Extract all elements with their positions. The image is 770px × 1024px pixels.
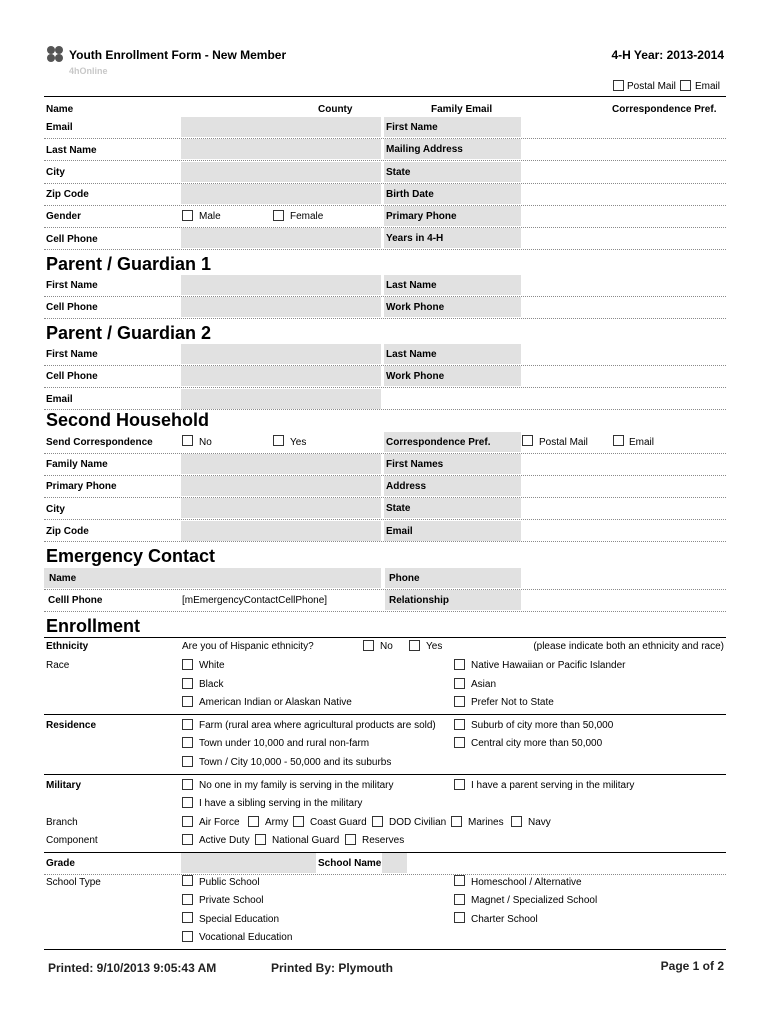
first-name-label: First Name xyxy=(384,117,521,137)
household-email-checkbox[interactable] xyxy=(613,435,624,446)
no-label: No xyxy=(199,437,212,448)
cell-phone-label: Cell Phone xyxy=(46,234,98,245)
row-separator xyxy=(44,611,726,612)
school-charter-label: Charter School xyxy=(471,914,538,925)
parent1-last-name-label: Last Name xyxy=(384,275,521,295)
military-sibling-label: I have a sibling serving in the military xyxy=(199,798,363,809)
row-separator xyxy=(44,249,726,250)
component-active-checkbox[interactable] xyxy=(182,834,193,845)
year-label: 4-H Year: 2013-2014 xyxy=(611,48,724,62)
race-white-checkbox[interactable] xyxy=(182,659,193,670)
household-heading: Second Household xyxy=(46,410,210,430)
send-correspondence-no-checkbox[interactable] xyxy=(182,435,193,446)
school-public-checkbox[interactable] xyxy=(182,875,193,886)
military-parent-label: I have a parent serving in the military xyxy=(471,780,635,791)
grade-label: Grade xyxy=(46,858,75,869)
emergency-name-label: Name xyxy=(44,568,381,588)
ethnicity-label: Ethnicity xyxy=(46,641,89,652)
family-email-label: Family Email xyxy=(431,104,493,115)
last-name-label: Last Name xyxy=(46,145,97,156)
parent2-email-field[interactable] xyxy=(181,389,381,409)
email-label: Email xyxy=(695,81,721,92)
residence-farm-checkbox[interactable] xyxy=(182,719,193,730)
email-label: Email xyxy=(46,122,73,133)
parent2-first-name-label: First Name xyxy=(46,349,98,360)
race-prefer-not-label: Prefer Not to State xyxy=(471,697,554,708)
female-checkbox[interactable] xyxy=(273,210,284,221)
military-none-label: No one in my family is serving in the military xyxy=(199,780,394,791)
email-checkbox[interactable] xyxy=(680,80,691,91)
male-label: Male xyxy=(199,211,221,222)
residence-central-checkbox[interactable] xyxy=(454,737,465,748)
branch-coast-guard-checkbox[interactable] xyxy=(293,816,304,827)
divider xyxy=(44,637,726,638)
emergency-phone-label: Phone xyxy=(385,568,521,588)
race-asian-checkbox[interactable] xyxy=(454,678,465,689)
residence-suburb-checkbox[interactable] xyxy=(454,719,465,730)
branch-army-checkbox[interactable] xyxy=(248,816,259,827)
military-label: Military xyxy=(46,780,82,791)
household-zip-code-label: Zip Code xyxy=(46,526,89,537)
branch-dod-label: DOD Civilian xyxy=(389,817,447,828)
state-label: State xyxy=(384,162,521,182)
household-postal-mail-checkbox[interactable] xyxy=(522,435,533,446)
school-vocational-checkbox[interactable] xyxy=(182,931,193,942)
parent2-work-phone-label: Work Phone xyxy=(384,366,521,386)
component-active-label: Active Duty xyxy=(199,835,250,846)
race-prefer-not-checkbox[interactable] xyxy=(454,696,465,707)
household-primary-phone-label: Primary Phone xyxy=(46,481,117,492)
send-correspondence-yes-checkbox[interactable] xyxy=(273,435,284,446)
hispanic-no-label: No xyxy=(380,641,393,652)
postal-mail-label: Postal Mail xyxy=(627,81,676,92)
parent2-email-label: Email xyxy=(46,394,73,405)
row-separator xyxy=(44,519,726,520)
correspondence-pref-label: Correspondence Pref. xyxy=(612,104,717,115)
branch-dod-checkbox[interactable] xyxy=(372,816,383,827)
race-american-indian-label: American Indian or Alaskan Native xyxy=(199,697,352,708)
hispanic-question: Are you of Hispanic ethnicity? xyxy=(182,641,314,652)
birth-date-label: Birth Date xyxy=(384,184,521,204)
cell-phone-field[interactable] xyxy=(181,228,381,248)
race-white-label: White xyxy=(199,660,225,671)
residence-central-label: Central city more than 50,000 xyxy=(471,738,603,749)
branch-navy-label: Navy xyxy=(528,817,551,828)
email-option-label: Email xyxy=(629,437,655,448)
emergency-cell-phone-value[interactable]: [mEmergencyContactCellPhone] xyxy=(182,595,328,606)
school-vocational-label: Vocational Education xyxy=(199,932,293,943)
grade-field[interactable] xyxy=(181,853,316,873)
household-state-label: State xyxy=(384,498,521,518)
military-sibling-checkbox[interactable] xyxy=(182,797,193,808)
hispanic-no-checkbox[interactable] xyxy=(363,640,374,651)
residence-town-city-checkbox[interactable] xyxy=(182,756,193,767)
branch-label: Branch xyxy=(46,817,78,828)
row-separator xyxy=(44,318,726,319)
hispanic-yes-label: Yes xyxy=(426,641,443,652)
gender-label: Gender xyxy=(46,211,82,222)
race-black-checkbox[interactable] xyxy=(182,678,193,689)
family-name-field[interactable] xyxy=(181,454,381,474)
hispanic-yes-checkbox[interactable] xyxy=(409,640,420,651)
last-name-field[interactable] xyxy=(181,139,381,159)
race-asian-label: Asian xyxy=(471,679,497,690)
enrollment-heading: Enrollment xyxy=(46,616,141,636)
residence-town-city-label: Town / City 10,000 - 50,000 and its suburbs xyxy=(199,757,392,768)
male-checkbox[interactable] xyxy=(182,210,193,221)
row-separator xyxy=(44,160,726,161)
race-american-indian-checkbox[interactable] xyxy=(182,696,193,707)
printed-by: Printed By: Plymouth xyxy=(271,961,394,975)
email-field[interactable] xyxy=(181,117,381,137)
residence-label: Residence xyxy=(46,720,97,731)
parent1-first-name-label: First Name xyxy=(46,280,98,291)
school-private-label: Private School xyxy=(199,895,264,906)
branch-army-label: Army xyxy=(265,817,289,828)
parent1-cell-phone-field[interactable] xyxy=(181,297,381,317)
county-label: County xyxy=(318,104,353,115)
branch-navy-checkbox[interactable] xyxy=(511,816,522,827)
send-correspondence-label: Send Correspondence xyxy=(46,437,153,448)
female-label: Female xyxy=(290,211,324,222)
relationship-label: Relationship xyxy=(385,590,521,610)
household-address-label: Address xyxy=(384,476,521,496)
yes-label: Yes xyxy=(290,437,307,448)
parent2-heading: Parent / Guardian 2 xyxy=(46,323,212,343)
clover-icon xyxy=(46,45,64,63)
branch-air-force-checkbox[interactable] xyxy=(182,816,193,827)
years-in-4h-label: Years in 4-H xyxy=(384,228,521,248)
branch-coast-guard-label: Coast Guard xyxy=(310,817,367,828)
school-charter-checkbox[interactable] xyxy=(454,912,465,923)
household-zip-code-field[interactable] xyxy=(181,521,381,541)
parent1-first-name-field[interactable] xyxy=(181,275,381,295)
race-label: Race xyxy=(46,660,70,671)
household-city-field[interactable] xyxy=(181,498,381,518)
race-black-label: Black xyxy=(199,679,224,690)
divider xyxy=(44,714,726,715)
school-special-label: Special Education xyxy=(199,914,280,925)
residence-farm-label: Farm (rural area where agricultural products are sold) xyxy=(199,720,436,731)
emergency-cell-phone-label: Celll Phone xyxy=(48,595,103,606)
residence-town-rural-checkbox[interactable] xyxy=(182,737,193,748)
form-subtitle: 4hOnline xyxy=(69,66,108,76)
household-primary-phone-field[interactable] xyxy=(181,476,381,496)
school-type-label: School Type xyxy=(46,877,101,888)
school-magnet-checkbox[interactable] xyxy=(454,894,465,905)
parent2-first-name-field[interactable] xyxy=(181,344,381,364)
school-name-label: School Name xyxy=(318,858,382,869)
school-private-checkbox[interactable] xyxy=(182,894,193,905)
school-special-checkbox[interactable] xyxy=(182,912,193,923)
postal-mail-checkbox[interactable] xyxy=(613,80,624,91)
military-none-checkbox[interactable] xyxy=(182,779,193,790)
component-reserves-checkbox[interactable] xyxy=(345,834,356,845)
school-public-label: Public School xyxy=(199,877,260,888)
family-name-label: Family Name xyxy=(46,459,108,470)
name-label: Name xyxy=(46,104,74,115)
component-reserves-label: Reserves xyxy=(362,835,405,846)
primary-phone-label: Primary Phone xyxy=(384,206,521,226)
row-separator xyxy=(44,387,726,388)
parent2-last-name-label: Last Name xyxy=(384,344,521,364)
household-correspondence-pref-label: Correspondence Pref. xyxy=(384,432,521,452)
school-magnet-label: Magnet / Specialized School xyxy=(471,895,598,906)
school-homeschool-label: Homeschool / Alternative xyxy=(471,877,582,888)
page-number: Page 1 of 2 xyxy=(660,959,724,973)
zip-code-field[interactable] xyxy=(181,184,381,204)
component-national-guard-label: National Guard xyxy=(272,835,340,846)
military-parent-checkbox[interactable] xyxy=(454,779,465,790)
mailing-address-label: Mailing Address xyxy=(384,139,521,159)
city-label: City xyxy=(46,167,65,178)
residence-suburb-label: Suburb of city more than 50,000 xyxy=(471,720,614,731)
divider xyxy=(44,949,726,950)
printed-date: Printed: 9/10/2013 9:05:43 AM xyxy=(48,961,217,975)
household-email-label: Email xyxy=(384,521,521,541)
branch-air-force-label: Air Force xyxy=(199,817,240,828)
divider xyxy=(44,774,726,775)
form-title: Youth Enrollment Form - New Member xyxy=(69,48,287,62)
component-label: Component xyxy=(46,835,98,846)
city-field[interactable] xyxy=(181,162,381,182)
race-hawaiian-checkbox[interactable] xyxy=(454,659,465,670)
parent1-heading: Parent / Guardian 1 xyxy=(46,254,212,274)
school-homeschool-checkbox[interactable] xyxy=(454,875,465,886)
branch-marines-label: Marines xyxy=(468,817,504,828)
ethnicity-note: (please indicate both an ethnicity and race) xyxy=(533,641,724,652)
school-name-shade xyxy=(382,853,407,873)
residence-town-rural-label: Town under 10,000 and rural non-farm xyxy=(199,738,370,749)
divider xyxy=(44,96,726,97)
parent1-work-phone-label: Work Phone xyxy=(384,297,521,317)
parent1-cell-phone-label: Cell Phone xyxy=(46,302,98,313)
zip-code-label: Zip Code xyxy=(46,189,89,200)
race-hawaiian-label: Native Hawaiian or Pacific Islander xyxy=(471,660,626,671)
emergency-heading: Emergency Contact xyxy=(46,546,216,566)
parent2-cell-phone-label: Cell Phone xyxy=(46,371,98,382)
branch-marines-checkbox[interactable] xyxy=(451,816,462,827)
parent2-cell-phone-field[interactable] xyxy=(181,366,381,386)
first-names-label: First Names xyxy=(384,454,521,474)
postal-mail-label: Postal Mail xyxy=(539,437,588,448)
row-separator xyxy=(44,541,726,542)
component-national-guard-checkbox[interactable] xyxy=(255,834,266,845)
household-city-label: City xyxy=(46,504,65,515)
row-separator xyxy=(44,874,726,875)
